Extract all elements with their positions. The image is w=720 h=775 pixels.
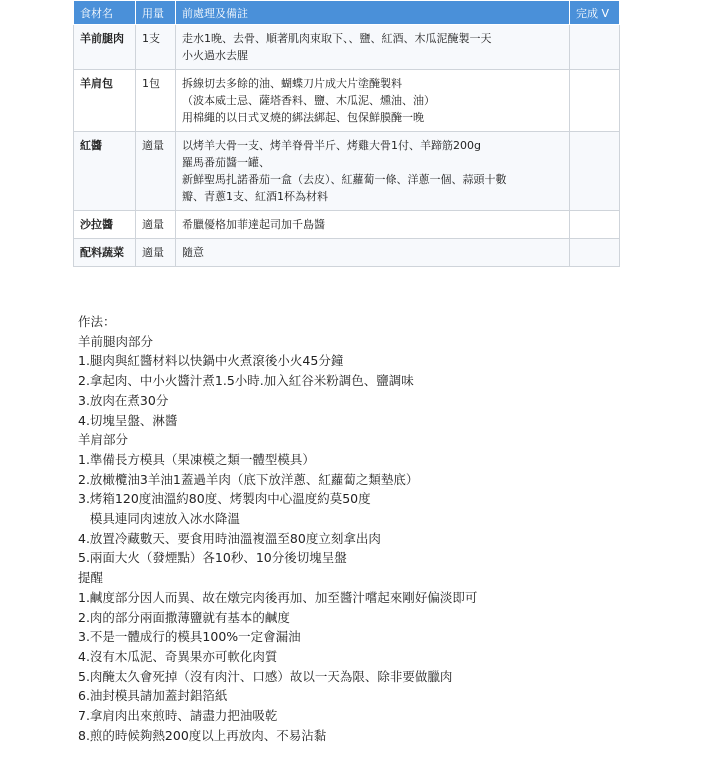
section-title-reminders: 提醒 [78, 570, 104, 586]
ingredient-name: 紅醬 [74, 132, 136, 211]
header-quantity: 用量 [136, 1, 176, 25]
method-step: 3.烤箱120度油溫約80度、烤製肉中心溫度約莫50度 [78, 491, 371, 507]
reminder-item: 2.肉的部分兩面撒薄鹽就有基本的鹹度 [78, 609, 290, 625]
method-step: 1.準備長方模具（果凍模之類一體型模具） [78, 451, 315, 467]
header-ingredient: 食材名 [74, 1, 136, 25]
ingredient-notes [176, 132, 570, 211]
note-line: 羅馬番茄醬一罐、 [182, 156, 270, 169]
ingredient-qty: 1包 [136, 70, 176, 132]
method-step: 2.拿起肉、中小火醬汁煮1.5小時.加入紅谷米粉調色、鹽調味 [78, 373, 414, 389]
ingredients-table [73, 0, 620, 267]
table-header-row [74, 1, 620, 25]
table-row [74, 132, 620, 211]
section-title-shoulder: 羊肩部分 [78, 432, 129, 448]
note-line: 拆線切去多餘的油、蝴蝶刀片成大片塗醃製料 [182, 77, 402, 90]
reminder-item: 6.油封模具請加蓋封鋁箔紙 [78, 688, 228, 704]
ingredient-notes [176, 239, 570, 267]
method-step: 4.切塊呈盤、淋醬 [78, 412, 178, 428]
note-line: 希臘優格加菲達起司加千島醬 [182, 218, 325, 231]
note-line: 新鮮聖馬扎諾番茄一盒（去皮）、紅蘿蔔一條、洋蔥一個、蒜頭十數 [182, 173, 507, 186]
done-cell [570, 132, 620, 211]
ingredient-name: 沙拉醬 [74, 211, 136, 239]
note-line: 以烤羊大骨一支、烤羊脊骨半斤、烤雞大骨1付、羊蹄筋200g [182, 139, 481, 152]
reminder-item: 1.鹹度部分因人而異、故在燉完肉後再加、加至醬汁嚐起來剛好偏淡即可 [78, 589, 478, 605]
note-line: 走水1晚、去骨、順著肌肉束取下、、鹽、紅酒、木瓜泥醃製一天 [182, 32, 492, 45]
reminder-item: 8.煎的時候夠熱200度以上再放肉、不易沾黏 [78, 727, 327, 743]
method-step: 1.腿肉與紅醬材料以快鍋中火煮滾後小火45分鐘 [78, 353, 344, 369]
method-heading: 作法： [78, 314, 116, 329]
ingredient-qty: 適量 [136, 132, 176, 211]
header-notes: 前處理及備註 [176, 1, 570, 25]
reminder-item: 7.拿肩肉出來煎時、請盡力把油吸乾 [78, 708, 278, 724]
ingredient-name: 配料蔬菜 [74, 239, 136, 267]
reminder-item: 3.不是一體成行的模具100%一定會漏油 [78, 629, 301, 645]
method-step: 4.放置冷藏數天、要食用時油溫複溫至80度立刻拿出肉 [78, 530, 381, 546]
table-row [74, 211, 620, 239]
reminder-item: 5.肉醃太久會死掉（沒有肉汁、口感）故以一天為限、除非要做臘肉 [78, 668, 453, 684]
ingredient-notes [176, 211, 570, 239]
note-line: 用棉繩的以日式叉燒的綁法綁起、包保鮮膜醃一晚 [182, 111, 424, 124]
method-step: 5.兩面大火（發煙點）各10秒、10分後切塊呈盤 [78, 550, 347, 566]
note-line: （波本威士忌、薩塔香料、鹽、木瓜泥、燻油、油） [182, 94, 435, 107]
done-cell [570, 239, 620, 267]
done-cell [570, 25, 620, 70]
method-step: 3.放肉在煮30分 [78, 392, 169, 408]
note-line: 小火過水去腥 [182, 49, 248, 62]
ingredient-name: 羊肩包 [74, 70, 136, 132]
ingredient-qty: 適量 [136, 211, 176, 239]
header-done: 完成 V [570, 1, 620, 25]
section-title-leg: 羊前腿肉部分 [78, 333, 154, 349]
ingredient-qty: 1支 [136, 25, 176, 70]
ingredient-name: 羊前腿肉 [74, 25, 136, 70]
method-step: 2.放橄欖油3羊油1蓋過羊肉（底下放洋蔥、紅蘿蔔之類墊底） [78, 471, 419, 487]
ingredient-notes [176, 70, 570, 132]
note-line: 瓣、青蔥1支、紅酒1杯為材料 [182, 190, 328, 203]
done-cell [570, 211, 620, 239]
reminder-item: 4.沒有木瓜泥、奇異果亦可軟化肉質 [78, 648, 278, 664]
method-section [78, 312, 477, 745]
table-row [74, 70, 620, 132]
method-step: 模具連同肉速放入冰水降溫 [78, 511, 240, 527]
done-cell [570, 70, 620, 132]
ingredient-notes [176, 25, 570, 70]
table-row [74, 239, 620, 267]
note-line: 隨意 [182, 246, 204, 259]
table-row [74, 25, 620, 70]
ingredient-qty: 適量 [136, 239, 176, 267]
